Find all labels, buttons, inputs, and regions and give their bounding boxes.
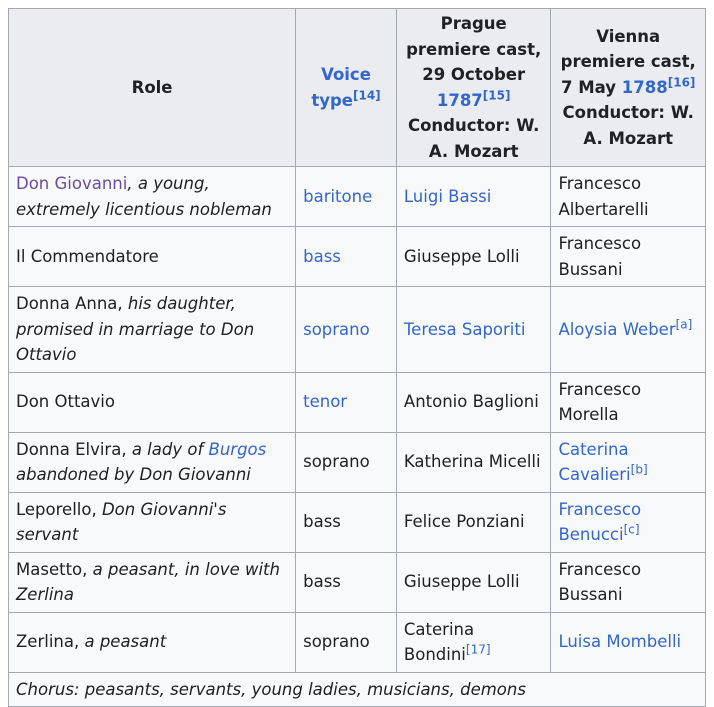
voice-cell [296, 167, 397, 227]
prague-cell [396, 612, 551, 672]
don-giovanni-link[interactable]: Don Giovanni [16, 174, 128, 193]
voice-cell [296, 287, 397, 373]
role-name: Zerlina, [16, 632, 85, 652]
roles-table [8, 8, 706, 707]
prague-cell: Giuseppe Lolli [396, 227, 551, 287]
baritone-link[interactable]: baritone [303, 186, 373, 206]
table-row [9, 287, 706, 373]
caterina-cavalieri-link[interactable]: Caterina Cavalieri [558, 439, 631, 484]
role-cell: Don Ottavio [9, 372, 296, 432]
table-row [9, 552, 706, 612]
role-cell [9, 432, 296, 492]
role-cell: Il Commendatore [9, 227, 296, 287]
note-a-link[interactable]: [a] [675, 317, 693, 331]
vienna-cell: Francesco Morella [551, 372, 706, 432]
vienna-cell [551, 432, 706, 492]
role-cell [9, 287, 296, 373]
vienna-heading: Vienna premiere cast, 7 May [560, 26, 696, 97]
role-name: Leporello, [16, 499, 102, 519]
vienna-cell [551, 612, 706, 672]
note-c-link[interactable]: [c] [623, 522, 640, 537]
table-row [9, 432, 706, 492]
ref-14-link[interactable]: [14] [353, 88, 381, 102]
table-row [9, 372, 706, 432]
voice-cell: bass [296, 492, 397, 552]
role-description: his daughter, promised in marriage to Don Ottavio [16, 294, 255, 364]
tenor-link[interactable]: tenor [303, 392, 348, 412]
vienna-cell: Francesco Albertarelli [551, 167, 706, 227]
prague-cell: Katherina Micelli [396, 432, 551, 492]
role-cell [9, 552, 296, 612]
table-row [9, 492, 706, 552]
header-row [9, 9, 706, 167]
prague-cell: Giuseppe Lolli [396, 552, 551, 612]
role-name: Masetto, [16, 559, 93, 579]
role-description: a lady of [131, 439, 209, 459]
aloysia-weber-link[interactable]: Aloysia Weber [558, 319, 676, 339]
prague-cell: Antonio Baglioni [396, 372, 551, 432]
voice-cell [296, 227, 397, 287]
header-vienna-cast [551, 9, 706, 167]
bass-link[interactable]: bass [303, 246, 341, 266]
vienna-cell [551, 492, 706, 552]
chorus-cell: Chorus: peasants, servants, young ladies, musicians, demons [9, 672, 706, 707]
voice-cell: bass [296, 552, 397, 612]
role-cell [9, 492, 296, 552]
role-description: , a young, extremely licentious nobleman [16, 174, 272, 219]
prague-cell [396, 287, 551, 373]
table-row [9, 612, 706, 672]
role-description-end: abandoned by Don Giovanni [16, 465, 251, 484]
header-role: Role [9, 9, 296, 167]
table-row [9, 167, 706, 227]
luigi-bassi-link[interactable]: Luigi Bassi [403, 186, 492, 206]
header-prague-cast [396, 9, 551, 167]
prague-conductor: Conductor: W. A. Mozart [407, 116, 540, 161]
role-cell [9, 612, 296, 672]
role-cell [9, 167, 296, 227]
voice-type-link[interactable]: Voice type [311, 65, 371, 110]
ref-15-link[interactable]: [15] [482, 88, 511, 102]
role-description: a peasant [84, 632, 167, 652]
prague-cell: Felice Ponziani [396, 492, 551, 552]
ref-17-link[interactable]: [17] [465, 642, 491, 657]
note-b-link[interactable]: [b] [630, 462, 648, 477]
header-voice-type [296, 9, 397, 167]
burgos-link[interactable]: Burgos [208, 439, 267, 459]
year-1787-link[interactable]: 1787 [436, 90, 483, 110]
soprano-link[interactable]: soprano [303, 319, 370, 339]
ref-16-link[interactable]: [16] [667, 75, 696, 90]
role-name: Donna Anna, [16, 294, 128, 313]
vienna-cell: Francesco Bussani [551, 552, 706, 612]
prague-heading: Prague premiere cast, 29 October [406, 14, 542, 84]
table-row [9, 227, 706, 287]
prague-cell [396, 167, 551, 227]
luisa-mombelli-link[interactable]: Luisa Mombelli [558, 632, 682, 652]
voice-cell: soprano [296, 612, 397, 672]
chorus-row [9, 672, 706, 707]
role-name: Donna Elvira, [16, 439, 132, 459]
vienna-cell: Francesco Bussani [551, 227, 706, 287]
prague-singer: Caterina Bondini [403, 619, 475, 664]
voice-cell: soprano [296, 432, 397, 492]
role-description: a peasant, in love with Zerlina [16, 559, 280, 604]
teresa-saporiti-link[interactable]: Teresa Saporiti [403, 319, 526, 339]
vienna-cell [551, 287, 706, 373]
year-1788-link[interactable]: 1788 [621, 77, 668, 97]
role-description: Don Giovanni's servant [16, 499, 227, 544]
vienna-conductor: Conductor: W. A. Mozart [562, 103, 694, 148]
francesco-benucci-link[interactable]: Francesco Benucci [558, 499, 642, 544]
voice-cell [296, 372, 397, 432]
